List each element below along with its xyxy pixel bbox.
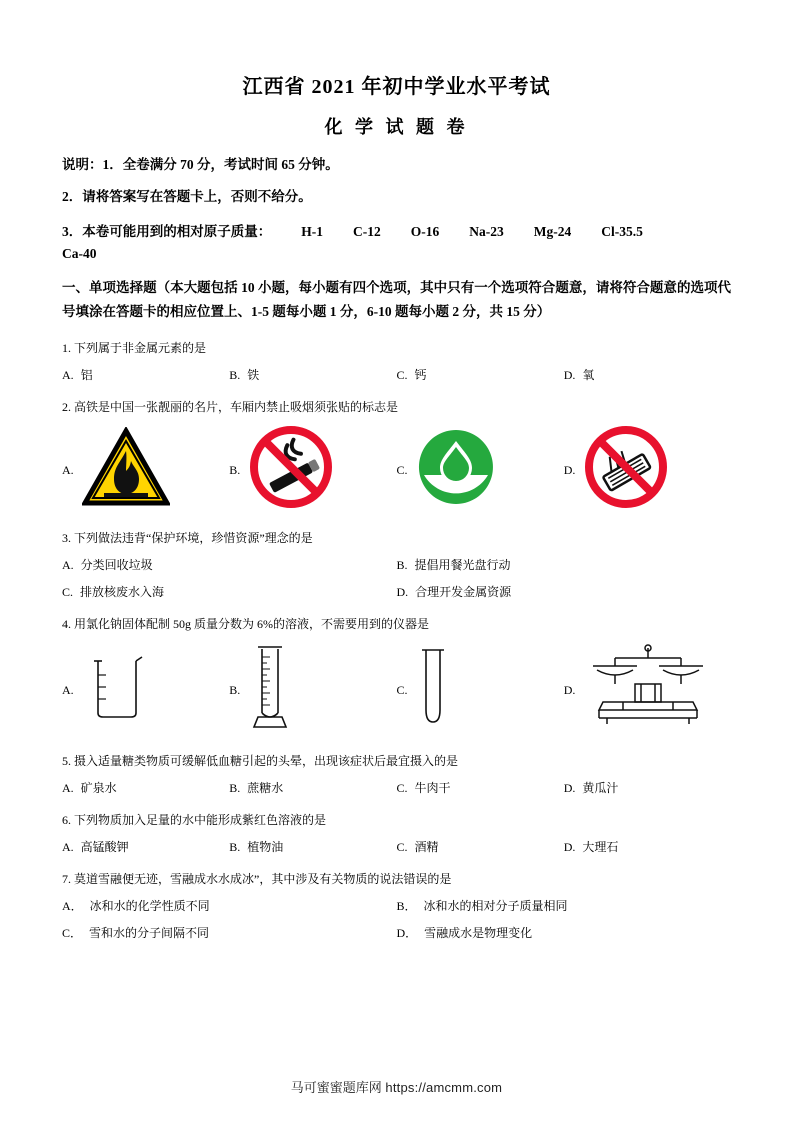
option-6a[interactable] — [62, 838, 229, 856]
option-7b[interactable] — [397, 897, 732, 915]
atom-na: Na-23 — [469, 223, 504, 239]
footer-watermark — [0, 1077, 793, 1096]
option-1c-label: C. — [396, 368, 408, 383]
footer-brand: 马可蜜蜜题库网 — [290, 1080, 382, 1095]
option-2c[interactable] — [397, 425, 564, 515]
option-3d-label: D. — [396, 585, 409, 600]
option-1d-label: D. — [563, 368, 576, 383]
option-2a-label: A. — [62, 462, 74, 477]
question-2-stem — [62, 398, 731, 416]
question-6-number: 6. — [62, 813, 71, 828]
option-3b-label: B. — [396, 558, 408, 573]
question-6-options — [62, 838, 731, 856]
question-2-options — [62, 424, 731, 515]
instruction-line-1: 说明：1．全卷满分 70 分，考试时间 65 分钟。 — [62, 157, 339, 172]
question-2 — [62, 398, 731, 515]
option-4d[interactable] — [564, 644, 731, 735]
option-7a-label: A． — [62, 899, 83, 914]
question-7-options-row2 — [62, 924, 731, 942]
option-6b-label: B. — [229, 840, 241, 855]
question-2-text: 高铁是中国一张靓丽的名片，车厢内禁止吸烟须张贴的标志是 — [74, 400, 399, 415]
question-1 — [62, 339, 731, 384]
question-1-options — [62, 366, 731, 384]
option-6a-label: A. — [62, 840, 74, 855]
question-3-stem — [62, 529, 731, 547]
option-2b-label: B. — [229, 462, 241, 477]
atom-cl: Cl-35.5 — [601, 223, 643, 239]
question-4-stem — [62, 615, 731, 633]
option-5c-label: C. — [396, 781, 408, 796]
option-5b-text: 蔗糖水 — [247, 781, 284, 796]
question-6-text: 下列物质加入足量的水中能形成紫红色溶液的是 — [74, 813, 327, 828]
atom-h: H-1 — [301, 223, 323, 239]
option-7a-text: 冰和水的化学性质不同 — [89, 899, 210, 914]
option-7a[interactable] — [62, 897, 397, 915]
graduated-cylinder-icon — [248, 641, 292, 738]
section-1-heading: 一、单项选择题（本大题包括 10 小题，每小题有四个选项，其中只有一个选项符合题意，请将符合题意的选项代号填涂在答题卡的相应位置上、1-5 题每小题 1 分，6-10 题每小题 2 分，共 15 分） — [62, 279, 731, 320]
question-3-options-row1 — [62, 556, 731, 574]
option-5d-label: D. — [563, 781, 576, 796]
option-5d[interactable] — [564, 779, 731, 797]
option-3c-text: 排放核废水入海 — [80, 585, 165, 600]
question-1-text: 下列属于非金属元素的是 — [74, 341, 207, 356]
option-7d-text: 雪融成水是物理变化 — [424, 926, 533, 941]
option-7d[interactable] — [397, 924, 732, 942]
beaker-icon — [82, 651, 152, 728]
option-1b-label: B. — [229, 368, 241, 383]
option-5c-text: 牛肉干 — [414, 781, 451, 796]
question-5-text: 摄入适量糖类物质可缓解低血糖引起的头晕，出现该症状后最宜摄入的是 — [74, 754, 459, 769]
option-5c[interactable] — [397, 779, 564, 797]
atom-ca: Ca-40 — [62, 245, 97, 261]
option-6d-label: D. — [563, 840, 576, 855]
option-4a-label: A. — [62, 682, 74, 697]
test-tube-icon — [416, 644, 450, 735]
option-3d[interactable] — [397, 583, 732, 601]
no-smoking-icon — [248, 424, 334, 515]
question-3 — [62, 529, 731, 601]
question-2-number: 2. — [62, 400, 71, 415]
option-3c-label: C. — [62, 585, 74, 600]
question-4-text: 用氯化钠固体配制 50g 质量分数为 6%的溶液，不需要用到的仪器是 — [74, 617, 429, 632]
option-5d-text: 黄瓜汁 — [582, 781, 619, 796]
option-6d-text: 大理石 — [582, 840, 619, 855]
atom-c: C-12 — [353, 223, 381, 239]
option-5a-text: 矿泉水 — [80, 781, 117, 796]
question-1-number: 1. — [62, 341, 71, 356]
option-1b-text: 铁 — [247, 368, 260, 383]
option-6b[interactable] — [229, 838, 396, 856]
option-5a[interactable] — [62, 779, 229, 797]
question-7-options-row1 — [62, 897, 731, 915]
question-5 — [62, 752, 731, 797]
option-6b-text: 植物油 — [247, 840, 284, 855]
option-1a-label: A. — [62, 368, 74, 383]
option-7b-label: B． — [396, 899, 417, 914]
option-2a[interactable] — [62, 425, 229, 515]
question-6-stem — [62, 811, 731, 829]
option-1d-text: 氧 — [582, 368, 595, 383]
question-7-stem — [62, 870, 731, 888]
option-1d[interactable] — [564, 366, 731, 384]
instruction-line-3: 3．本卷可能用到的相对原子质量： — [62, 223, 272, 239]
option-6c[interactable] — [397, 838, 564, 856]
question-1-stem — [62, 339, 731, 357]
option-7c[interactable] — [62, 924, 397, 942]
question-5-options — [62, 779, 731, 797]
question-5-number: 5. — [62, 754, 71, 769]
option-4b-label: B. — [229, 682, 241, 697]
option-4c[interactable] — [397, 644, 564, 735]
flammable-warning-icon — [82, 427, 170, 512]
option-3c[interactable] — [62, 583, 397, 601]
question-7-number: 7. — [62, 872, 71, 887]
page-subtitle: 化 学 试 题 卷 — [324, 117, 469, 137]
option-1c-text: 钙 — [414, 368, 427, 383]
question-3-number: 3. — [62, 531, 71, 546]
question-3-options-row2 — [62, 583, 731, 601]
option-2b[interactable] — [229, 424, 396, 515]
page-title: 江西省 2021 年初中学业水平考试 — [242, 76, 551, 98]
water-recycle-icon — [416, 427, 496, 512]
question-4 — [62, 615, 731, 738]
option-7c-label: C． — [62, 926, 83, 941]
atom-mg: Mg-24 — [533, 223, 572, 239]
option-6c-label: C. — [396, 840, 408, 855]
option-3b-text: 提倡用餐光盘行动 — [414, 558, 511, 573]
option-5b[interactable] — [229, 779, 396, 797]
option-1b[interactable] — [229, 366, 396, 384]
option-4d-label: D. — [563, 682, 576, 697]
option-3d-text: 合理开发金属资源 — [415, 585, 512, 600]
option-6d[interactable] — [564, 838, 731, 856]
option-7c-text: 雪和水的分子间隔不同 — [89, 926, 210, 941]
option-4a[interactable] — [62, 645, 229, 735]
option-6a-text: 高锰酸钾 — [80, 840, 129, 855]
option-5a-label: A. — [62, 781, 74, 796]
option-3a-label: A. — [62, 558, 74, 573]
option-2d[interactable] — [564, 424, 731, 515]
option-1c[interactable] — [397, 366, 564, 384]
balance-scale-icon — [583, 644, 713, 735]
question-5-stem — [62, 752, 731, 770]
option-7b-text: 冰和水的相对分子质量相同 — [423, 899, 568, 914]
question-7 — [62, 870, 731, 942]
relative-atomic-mass-line — [62, 220, 731, 240]
option-5b-label: B. — [229, 781, 241, 796]
option-4c-label: C. — [396, 682, 408, 697]
question-4-number: 4. — [62, 617, 71, 632]
question-6 — [62, 811, 731, 856]
option-3b[interactable] — [397, 556, 732, 574]
footer-url[interactable]: https://amcmm.com — [385, 1080, 503, 1095]
option-2d-label: D. — [563, 462, 576, 477]
option-1a[interactable] — [62, 366, 229, 384]
question-7-text: 莫道雪融便无迹，雪融成水水成冰”，其中涉及有关物质的说法错误的是 — [74, 872, 452, 887]
instruction-line-2: 2．请将答案写在答题卡上，否则不给分。 — [62, 189, 312, 205]
option-3a[interactable] — [62, 556, 397, 574]
option-6c-text: 酒精 — [414, 840, 439, 855]
option-4b[interactable] — [229, 641, 396, 738]
option-1a-text: 铝 — [80, 368, 93, 383]
question-3-text: 下列做法违背“保护环境，珍惜资源”理念的是 — [74, 531, 313, 546]
option-3a-text: 分类回收垃圾 — [80, 558, 153, 573]
option-2c-label: C. — [396, 462, 408, 477]
atom-o: O-16 — [410, 223, 440, 239]
question-4-options — [62, 641, 731, 738]
no-matches-icon — [583, 424, 669, 515]
option-7d-label: D． — [396, 926, 418, 941]
